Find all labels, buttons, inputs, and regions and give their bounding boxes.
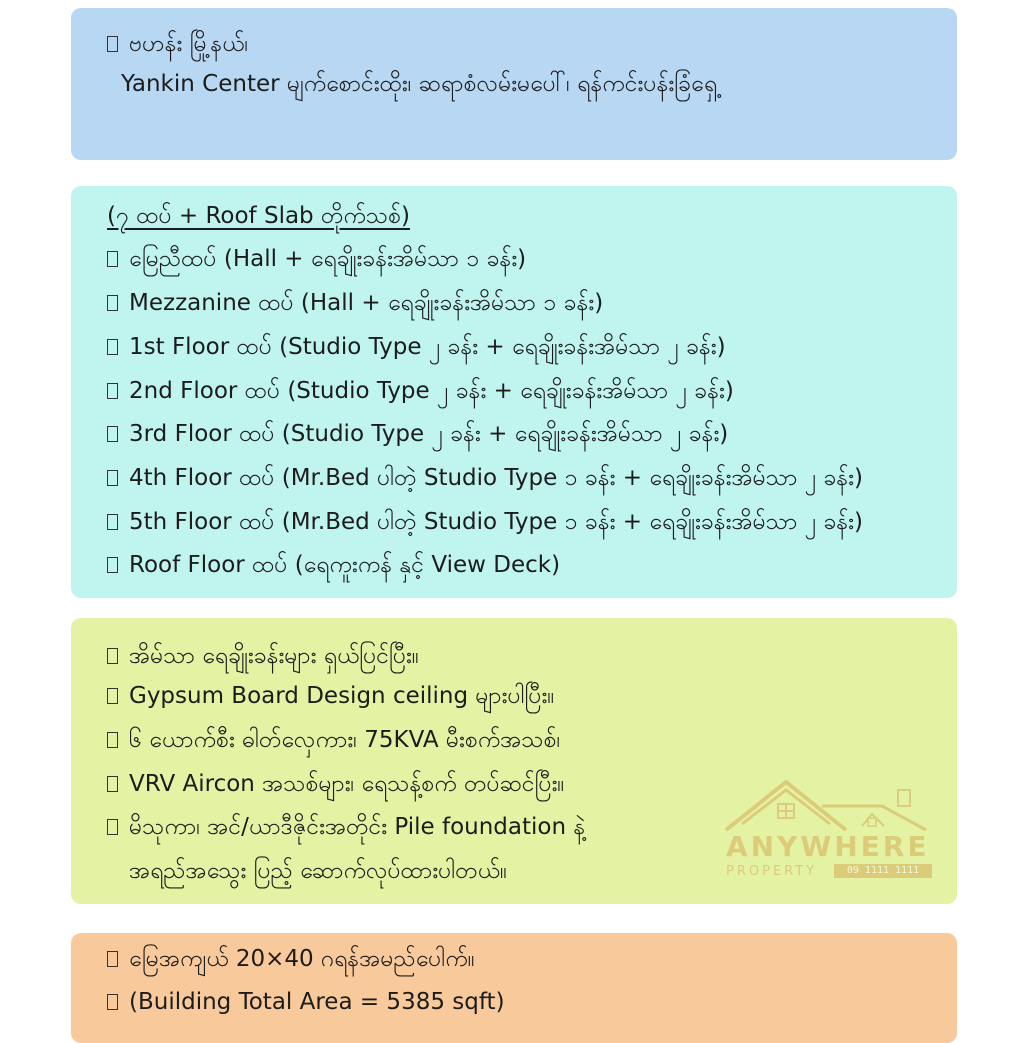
floor-text: မြေညီထပ် (Hall + ရေချိုးခန်းအိမ်သာ ၁ ခန်း) [129, 246, 527, 272]
checkbox-icon [107, 994, 118, 1010]
land-size-text: မြေအကျယ် 20×40 ဂရန်အမည်ပေါက်။ [129, 946, 475, 972]
floor-text: 2nd Floor ထပ် (Studio Type ၂ ခန်း + ရေချိုးခန်းအိမ်သာ ၂ ခန်း) [129, 378, 734, 404]
checkbox-icon [107, 732, 118, 748]
checkbox-icon [107, 383, 118, 399]
building-heading: (၇ ထပ် + Roof Slab တိုက်သစ်) [107, 203, 411, 229]
floor-item [107, 287, 603, 319]
floor-text: 1st Floor ထပ် (Studio Type ၂ ခန်း + ရေချိုးခန်းအိမ်သာ ၂ ခန်း) [129, 334, 726, 360]
feature-item [107, 811, 585, 843]
checkbox-icon [107, 426, 118, 442]
floor-text: 3rd Floor ထပ် (Studio Type ၂ ခန်း + ရေချိုးခန်းအိမ်သာ ၂ ခန်း) [129, 421, 729, 447]
floor-text: Mezzanine ထပ် (Hall + ရေချိုးခန်းအိမ်သာ ၁ ခန်း) [129, 290, 604, 316]
logo-sub: PROPERTY [726, 864, 818, 879]
feature-text: VRV Aircon အသစ်များ၊ ရေသန့်စက် တပ်ဆင်ပြီး။ [129, 771, 565, 797]
feature-text: ၆ ယောက်စီး ဓါတ်လှေကား၊ 75KVA မီးစက်အသစ်၊ [129, 727, 561, 753]
building-panel [71, 186, 957, 598]
checkbox-icon [107, 557, 118, 573]
feature-text: Gypsum Board Design ceiling များပါပြီး။ [129, 683, 555, 709]
checkbox-icon [107, 470, 118, 486]
floor-item [107, 331, 726, 363]
checkbox-icon [107, 688, 118, 704]
floor-item [107, 243, 526, 275]
floor-item [107, 418, 728, 450]
feature-item [107, 768, 564, 800]
floor-item [107, 549, 560, 581]
floor-text: Roof Floor ထပ် (ရေကူးကန် နှင့် View Deck) [129, 552, 561, 578]
checkbox-icon [107, 514, 118, 530]
anywhere-property-logo [722, 776, 942, 886]
checkbox-icon [107, 648, 118, 664]
floor-text: 5th Floor ထပ် (Mr.Bed ပါတဲ့ Studio Type ၁ ခန်း + ရေချိုးခန်းအိမ်သာ ၂ ခန်း) [129, 509, 863, 535]
feature-item [107, 640, 419, 672]
floor-text: 4th Floor ထပ် (Mr.Bed ပါတဲ့ Studio Type ၁ ခန်း + ရေချိုးခန်းအိမ်သာ ၂ ခန်း) [129, 465, 863, 491]
checkbox-icon [107, 36, 118, 52]
checkbox-icon [107, 776, 118, 792]
feature-continuation: အရည်အသွေး ပြည့် ဆောက်လုပ်ထားပါတယ်။ [129, 858, 507, 884]
floor-item [107, 506, 863, 538]
feature-item [107, 724, 560, 756]
total-area-line [107, 986, 505, 1018]
checkbox-icon [107, 819, 118, 835]
feature-item [107, 680, 554, 712]
township-text: ဗဟန်း မြို့နယ်၊ [129, 31, 249, 57]
land-panel [71, 933, 957, 1043]
house-roof-icon [722, 776, 942, 836]
floor-item [107, 462, 863, 494]
land-size-line [107, 943, 475, 975]
feature-text: မိသုကာ၊ အင်/ယာဒီဇိုင်းအတိုင်း Pile foundation နဲ့ [129, 814, 586, 840]
address-line: Yankin Center မျက်စောင်းထိုး၊ ဆရာစံလမ်းမပေါ်၊ ရန်ကင်းပန်းခြံရှေ့ [121, 71, 718, 97]
logo-phone: 09 1111 1111 [834, 864, 932, 878]
feature-text: အိမ်သာ ရေချိုးခန်းများ ရှယ်ပြင်ပြီး။ [129, 643, 419, 669]
logo-name: ANYWHERE [726, 830, 930, 863]
township-line [107, 28, 248, 60]
checkbox-icon [107, 251, 118, 267]
total-area-text: (Building Total Area = 5385 sqft) [129, 989, 505, 1015]
floor-item [107, 375, 734, 407]
checkbox-icon [107, 295, 118, 311]
location-panel [71, 8, 957, 160]
checkbox-icon [107, 951, 118, 967]
checkbox-icon [107, 339, 118, 355]
